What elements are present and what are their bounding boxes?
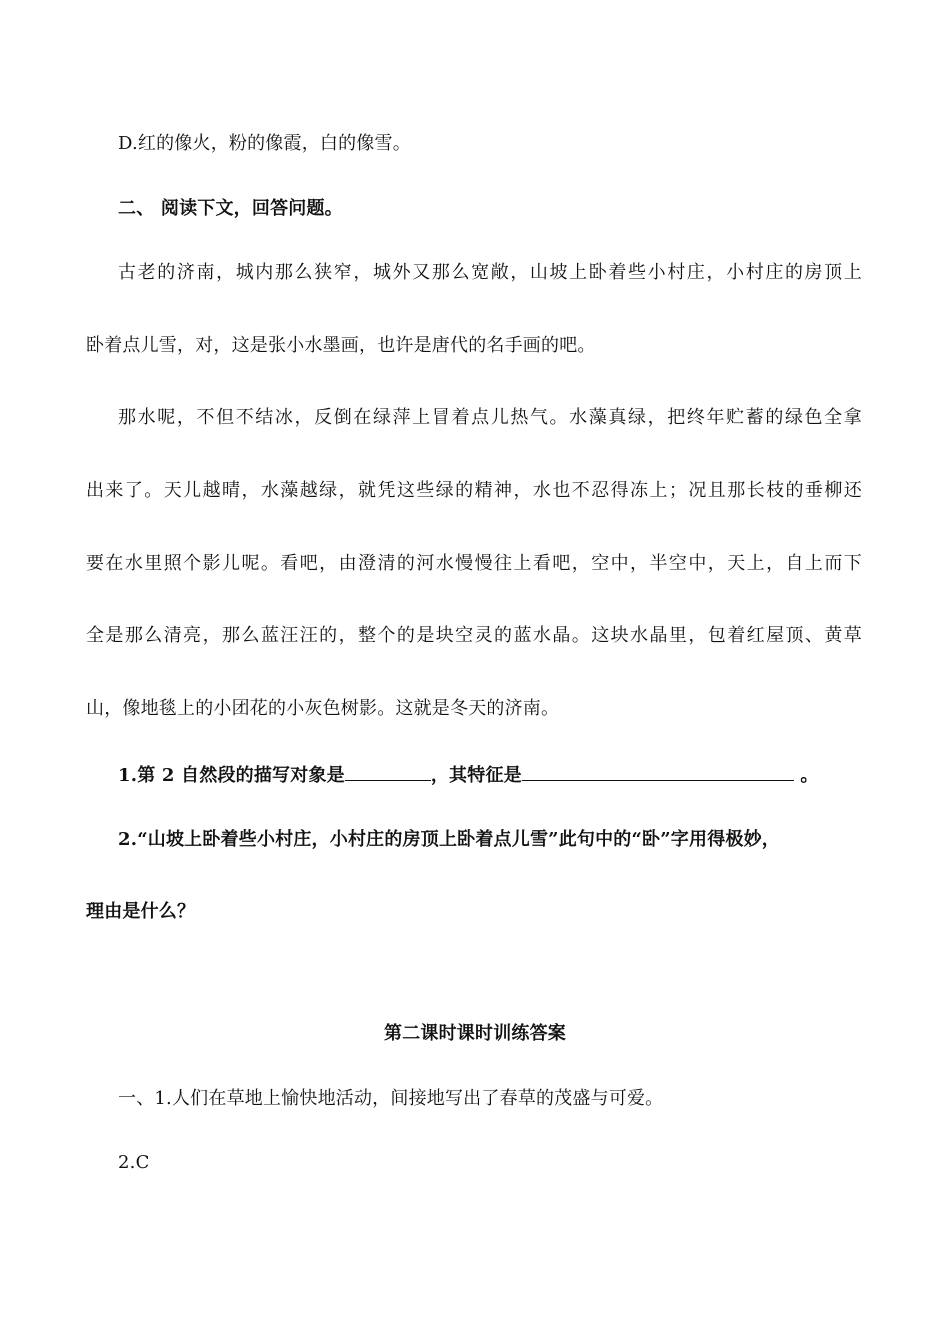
passage-p1-line1: 古老的济南，城内那么狭窄，城外又那么宽敞，山坡上卧着些小村庄，小村庄的房顶上 — [118, 262, 862, 283]
question-2-line2: 理由是什么？ — [86, 901, 196, 922]
answers-title: 第二课时课时训练答案 — [384, 1023, 566, 1044]
question-1 — [118, 761, 819, 789]
passage-p2-line2: 出来了。天儿越晴，水藻越绿，就凭这些绿的精神，水也不忍得冻上；况且那长枝的垂柳还 — [86, 480, 862, 501]
answer-blank-feature[interactable] — [522, 761, 794, 781]
question-1-text-c: 。 — [793, 765, 819, 786]
passage-p2-line5: 山，像地毯上的小团花的小灰色树影。这就是冬天的济南。 — [86, 698, 560, 719]
answer-1: 一、1.人们在草地上愉快地活动，间接地写出了春草的茂盛与可爱。 — [118, 1088, 664, 1109]
question-1-text-a: 1.第 2 自然段的描写对象是 — [118, 765, 345, 786]
section-two-title: 二、 阅读下文，回答问题。 — [118, 198, 343, 219]
option-d: D.红的像火，粉的像霞，白的像雪。 — [118, 133, 411, 154]
passage-p2-line1: 那水呢，不但不结冰，反倒在绿萍上冒着点儿热气。水藻真绿，把终年贮蓄的绿色全拿 — [118, 407, 862, 428]
question-2-line1: 2.“山坡上卧着些小村庄，小村庄的房顶上卧着点儿雪”此句中的“卧”字用得极妙， — [118, 829, 781, 850]
passage-p2-line4: 全是那么清亮，那么蓝汪汪的，整个的是块空灵的蓝水晶。这块水晶里，包着红屋顶、黄草 — [86, 625, 862, 646]
answer-blank-object[interactable] — [345, 761, 431, 781]
answer-2: 2.C — [118, 1152, 150, 1173]
passage-p1-line2: 卧着点儿雪，对，这是张小水墨画，也许是唐代的名手画的吧。 — [86, 335, 596, 356]
passage-p2-line3: 要在水里照个影儿呢。看吧，由澄清的河水慢慢往上看吧，空中，半空中，天上，自上而下 — [86, 553, 862, 574]
question-1-text-b: ，其特征是 — [430, 765, 522, 786]
